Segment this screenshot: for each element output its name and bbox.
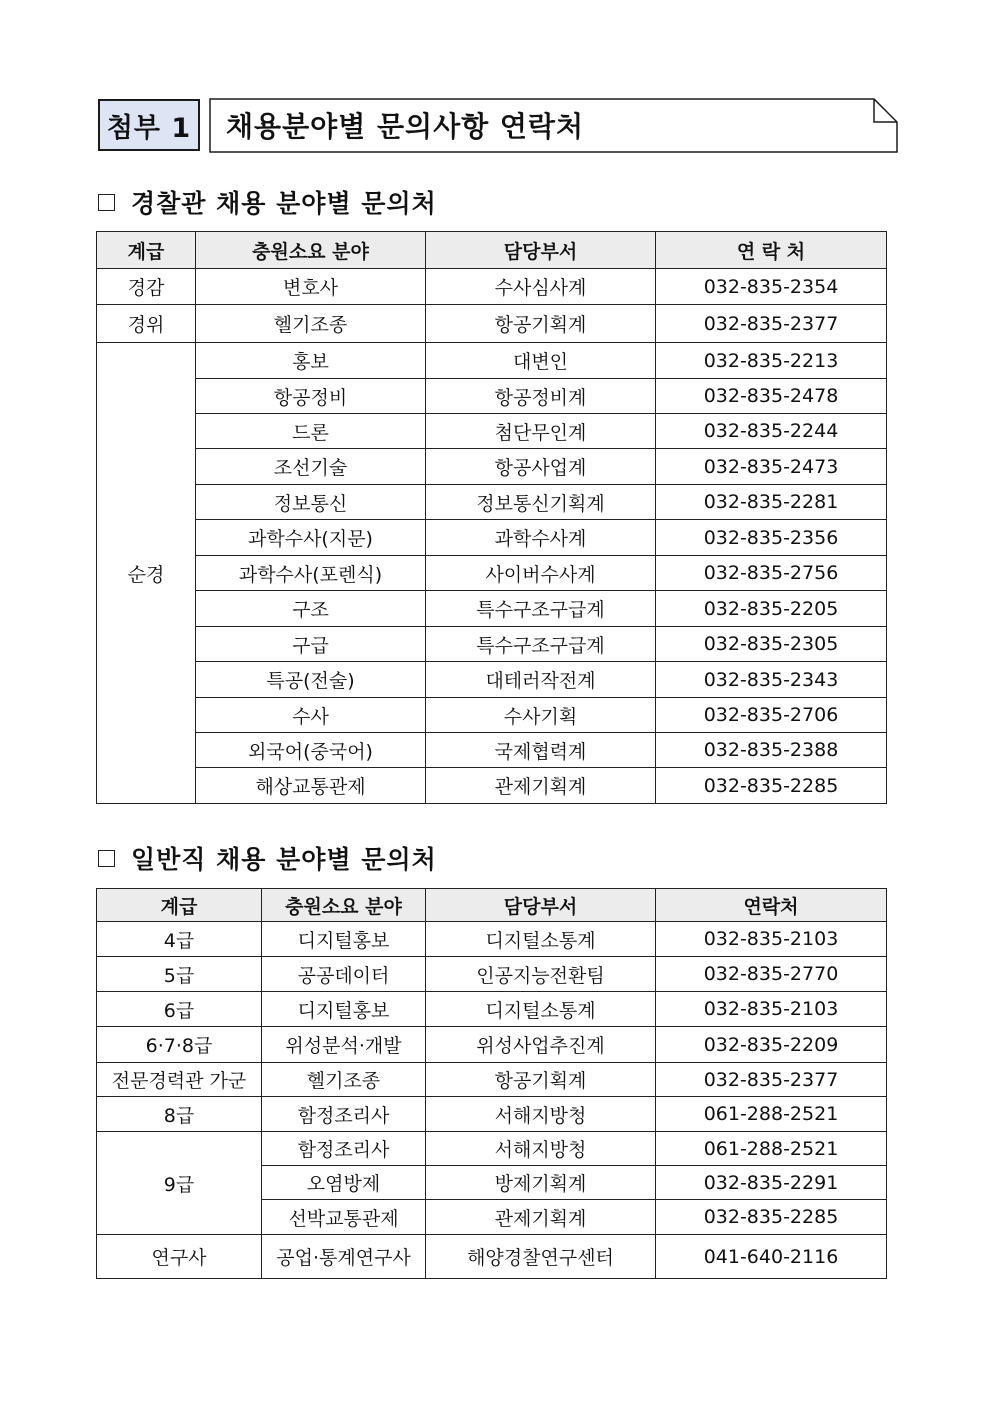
cell-rank: 연구사 — [97, 1235, 262, 1279]
table-row — [97, 992, 887, 1027]
checkbox-square-icon — [98, 194, 115, 211]
cell-field: 공공데이터 — [262, 957, 426, 992]
cell-field: 과학수사(지문) — [196, 520, 426, 556]
cell-field: 수사 — [196, 698, 426, 733]
table-row — [97, 957, 887, 992]
cell-rank: 전문경력관 가군 — [97, 1063, 262, 1097]
cell-phone: 032-835-2356 — [656, 520, 887, 556]
cell-phone: 032-835-2285 — [656, 1200, 887, 1235]
table-row — [97, 733, 887, 768]
cell-dept: 관제기획계 — [426, 1200, 656, 1235]
table-row — [97, 485, 887, 520]
cell-phone: 032-835-2473 — [656, 449, 887, 485]
table-row — [97, 662, 887, 698]
table-row — [97, 1097, 887, 1132]
col-header-rank: 계급 — [97, 232, 196, 269]
section-civil-heading — [98, 842, 437, 874]
table-row — [97, 1027, 887, 1063]
cell-phone: 032-835-2770 — [656, 957, 887, 992]
col-header-rank: 계급 — [97, 889, 262, 922]
table-row — [97, 922, 887, 957]
cell-field: 과학수사(포렌식) — [196, 556, 426, 591]
cell-dept: 과학수사계 — [426, 520, 656, 556]
table-header-row — [97, 889, 887, 922]
cell-field: 헬기조종 — [196, 305, 426, 343]
cell-dept: 국제협력계 — [426, 733, 656, 768]
cell-dept: 관제기획계 — [426, 768, 656, 804]
cell-dept: 서해지방청 — [426, 1097, 656, 1132]
table-row — [97, 698, 887, 733]
table-row — [97, 556, 887, 591]
cell-field: 선박교통관제 — [262, 1200, 426, 1235]
cell-rank: 8급 — [97, 1097, 262, 1132]
cell-field: 함정조리사 — [262, 1132, 426, 1166]
table-row — [97, 1132, 887, 1166]
cell-field: 특공(전술) — [196, 662, 426, 698]
cell-rank: 4급 — [97, 922, 262, 957]
cell-rank: 경감 — [97, 269, 196, 305]
cell-dept: 위성사업추진계 — [426, 1027, 656, 1063]
cell-dept: 첨단무인계 — [426, 414, 656, 449]
cell-field: 헬기조종 — [262, 1063, 426, 1097]
cell-dept: 항공사업계 — [426, 449, 656, 485]
cell-dept: 수사심사계 — [426, 269, 656, 305]
cell-phone: 032-835-2756 — [656, 556, 887, 591]
cell-field: 변호사 — [196, 269, 426, 305]
cell-dept: 해양경찰연구센터 — [426, 1235, 656, 1279]
table-row — [97, 1063, 887, 1097]
cell-field: 구조 — [196, 591, 426, 627]
cell-rank: 경위 — [97, 305, 196, 343]
cell-field: 함정조리사 — [262, 1097, 426, 1132]
cell-field: 항공정비 — [196, 379, 426, 414]
cell-phone: 032-835-2478 — [656, 379, 887, 414]
cell-phone: 032-835-2706 — [656, 698, 887, 733]
cell-rank: 6급 — [97, 992, 262, 1027]
civil-contacts-table — [96, 888, 887, 1279]
cell-dept: 디지털소통계 — [426, 992, 656, 1027]
cell-rank: 순경 — [97, 343, 196, 804]
cell-dept: 수사기획 — [426, 698, 656, 733]
table-header-row — [97, 232, 887, 269]
cell-dept: 대테러작전계 — [426, 662, 656, 698]
cell-phone: 032-835-2103 — [656, 992, 887, 1027]
cell-phone: 032-835-2377 — [656, 1063, 887, 1097]
cell-dept: 대변인 — [426, 343, 656, 379]
cell-dept: 사이버수사계 — [426, 556, 656, 591]
table-row — [97, 414, 887, 449]
cell-phone: 032-835-2305 — [656, 627, 887, 662]
cell-field: 외국어(중국어) — [196, 733, 426, 768]
cell-phone: 032-835-2354 — [656, 269, 887, 305]
cell-phone: 032-835-2285 — [656, 768, 887, 804]
cell-phone: 032-835-2209 — [656, 1027, 887, 1063]
table-row — [97, 520, 887, 556]
cell-phone: 061-288-2521 — [656, 1097, 887, 1132]
cell-field: 구급 — [196, 627, 426, 662]
cell-phone: 032-835-2205 — [656, 591, 887, 627]
col-header-field: 충원소요 분야 — [262, 889, 426, 922]
page-title: 채용분야별 문의사항 연락처 — [226, 110, 585, 143]
cell-dept: 항공기획계 — [426, 1063, 656, 1097]
cell-phone: 032-835-2244 — [656, 414, 887, 449]
police-contacts-table — [96, 231, 887, 804]
cell-field: 드론 — [196, 414, 426, 449]
col-header-field: 충원소요 분야 — [196, 232, 426, 269]
checkbox-square-icon — [98, 850, 115, 867]
cell-phone: 032-835-2281 — [656, 485, 887, 520]
cell-dept: 특수구조구급계 — [426, 627, 656, 662]
table-row — [97, 379, 887, 414]
col-header-phone: 연락처 — [656, 889, 887, 922]
table-row — [97, 768, 887, 804]
cell-rank: 6·7·8급 — [97, 1027, 262, 1063]
table-row — [97, 591, 887, 627]
cell-field: 조선기술 — [196, 449, 426, 485]
cell-phone: 032-835-2291 — [656, 1166, 887, 1200]
cell-field: 오염방제 — [262, 1166, 426, 1200]
cell-dept: 정보통신기획계 — [426, 485, 656, 520]
cell-rank: 5급 — [97, 957, 262, 992]
cell-dept: 특수구조구급계 — [426, 591, 656, 627]
cell-field: 홍보 — [196, 343, 426, 379]
cell-phone: 032-835-2388 — [656, 733, 887, 768]
cell-phone: 032-835-2213 — [656, 343, 887, 379]
cell-phone: 032-835-2103 — [656, 922, 887, 957]
col-header-dept: 담당부서 — [426, 889, 656, 922]
attachment-label: 첨부 1 — [98, 99, 200, 151]
cell-dept: 서해지방청 — [426, 1132, 656, 1166]
cell-rank: 9급 — [97, 1132, 262, 1235]
cell-field: 디지털홍보 — [262, 992, 426, 1027]
col-header-dept: 담당부서 — [426, 232, 656, 269]
cell-dept: 인공지능전환팀 — [426, 957, 656, 992]
cell-dept: 방제기획계 — [426, 1166, 656, 1200]
cell-phone: 041-640-2116 — [656, 1235, 887, 1279]
cell-dept: 디지털소통계 — [426, 922, 656, 957]
table-row — [97, 449, 887, 485]
table-row — [97, 269, 887, 305]
section-civil-title: 일반직 채용 분야별 문의처 — [131, 845, 437, 874]
col-header-phone: 연 락 처 — [656, 232, 887, 269]
cell-dept: 항공기획계 — [426, 305, 656, 343]
table-row — [97, 627, 887, 662]
table-row — [97, 343, 887, 379]
cell-phone: 032-835-2343 — [656, 662, 887, 698]
table-row — [97, 305, 887, 343]
cell-field: 위성분석·개발 — [262, 1027, 426, 1063]
cell-dept: 항공정비계 — [426, 379, 656, 414]
cell-field: 공업·통계연구사 — [262, 1235, 426, 1279]
section-police-title: 경찰관 채용 분야별 문의처 — [131, 189, 437, 218]
table-row — [97, 1235, 887, 1279]
cell-field: 해상교통관제 — [196, 768, 426, 804]
cell-field: 디지털홍보 — [262, 922, 426, 957]
cell-field: 정보통신 — [196, 485, 426, 520]
cell-phone: 061-288-2521 — [656, 1132, 887, 1166]
section-police-heading — [98, 186, 437, 218]
cell-phone: 032-835-2377 — [656, 305, 887, 343]
